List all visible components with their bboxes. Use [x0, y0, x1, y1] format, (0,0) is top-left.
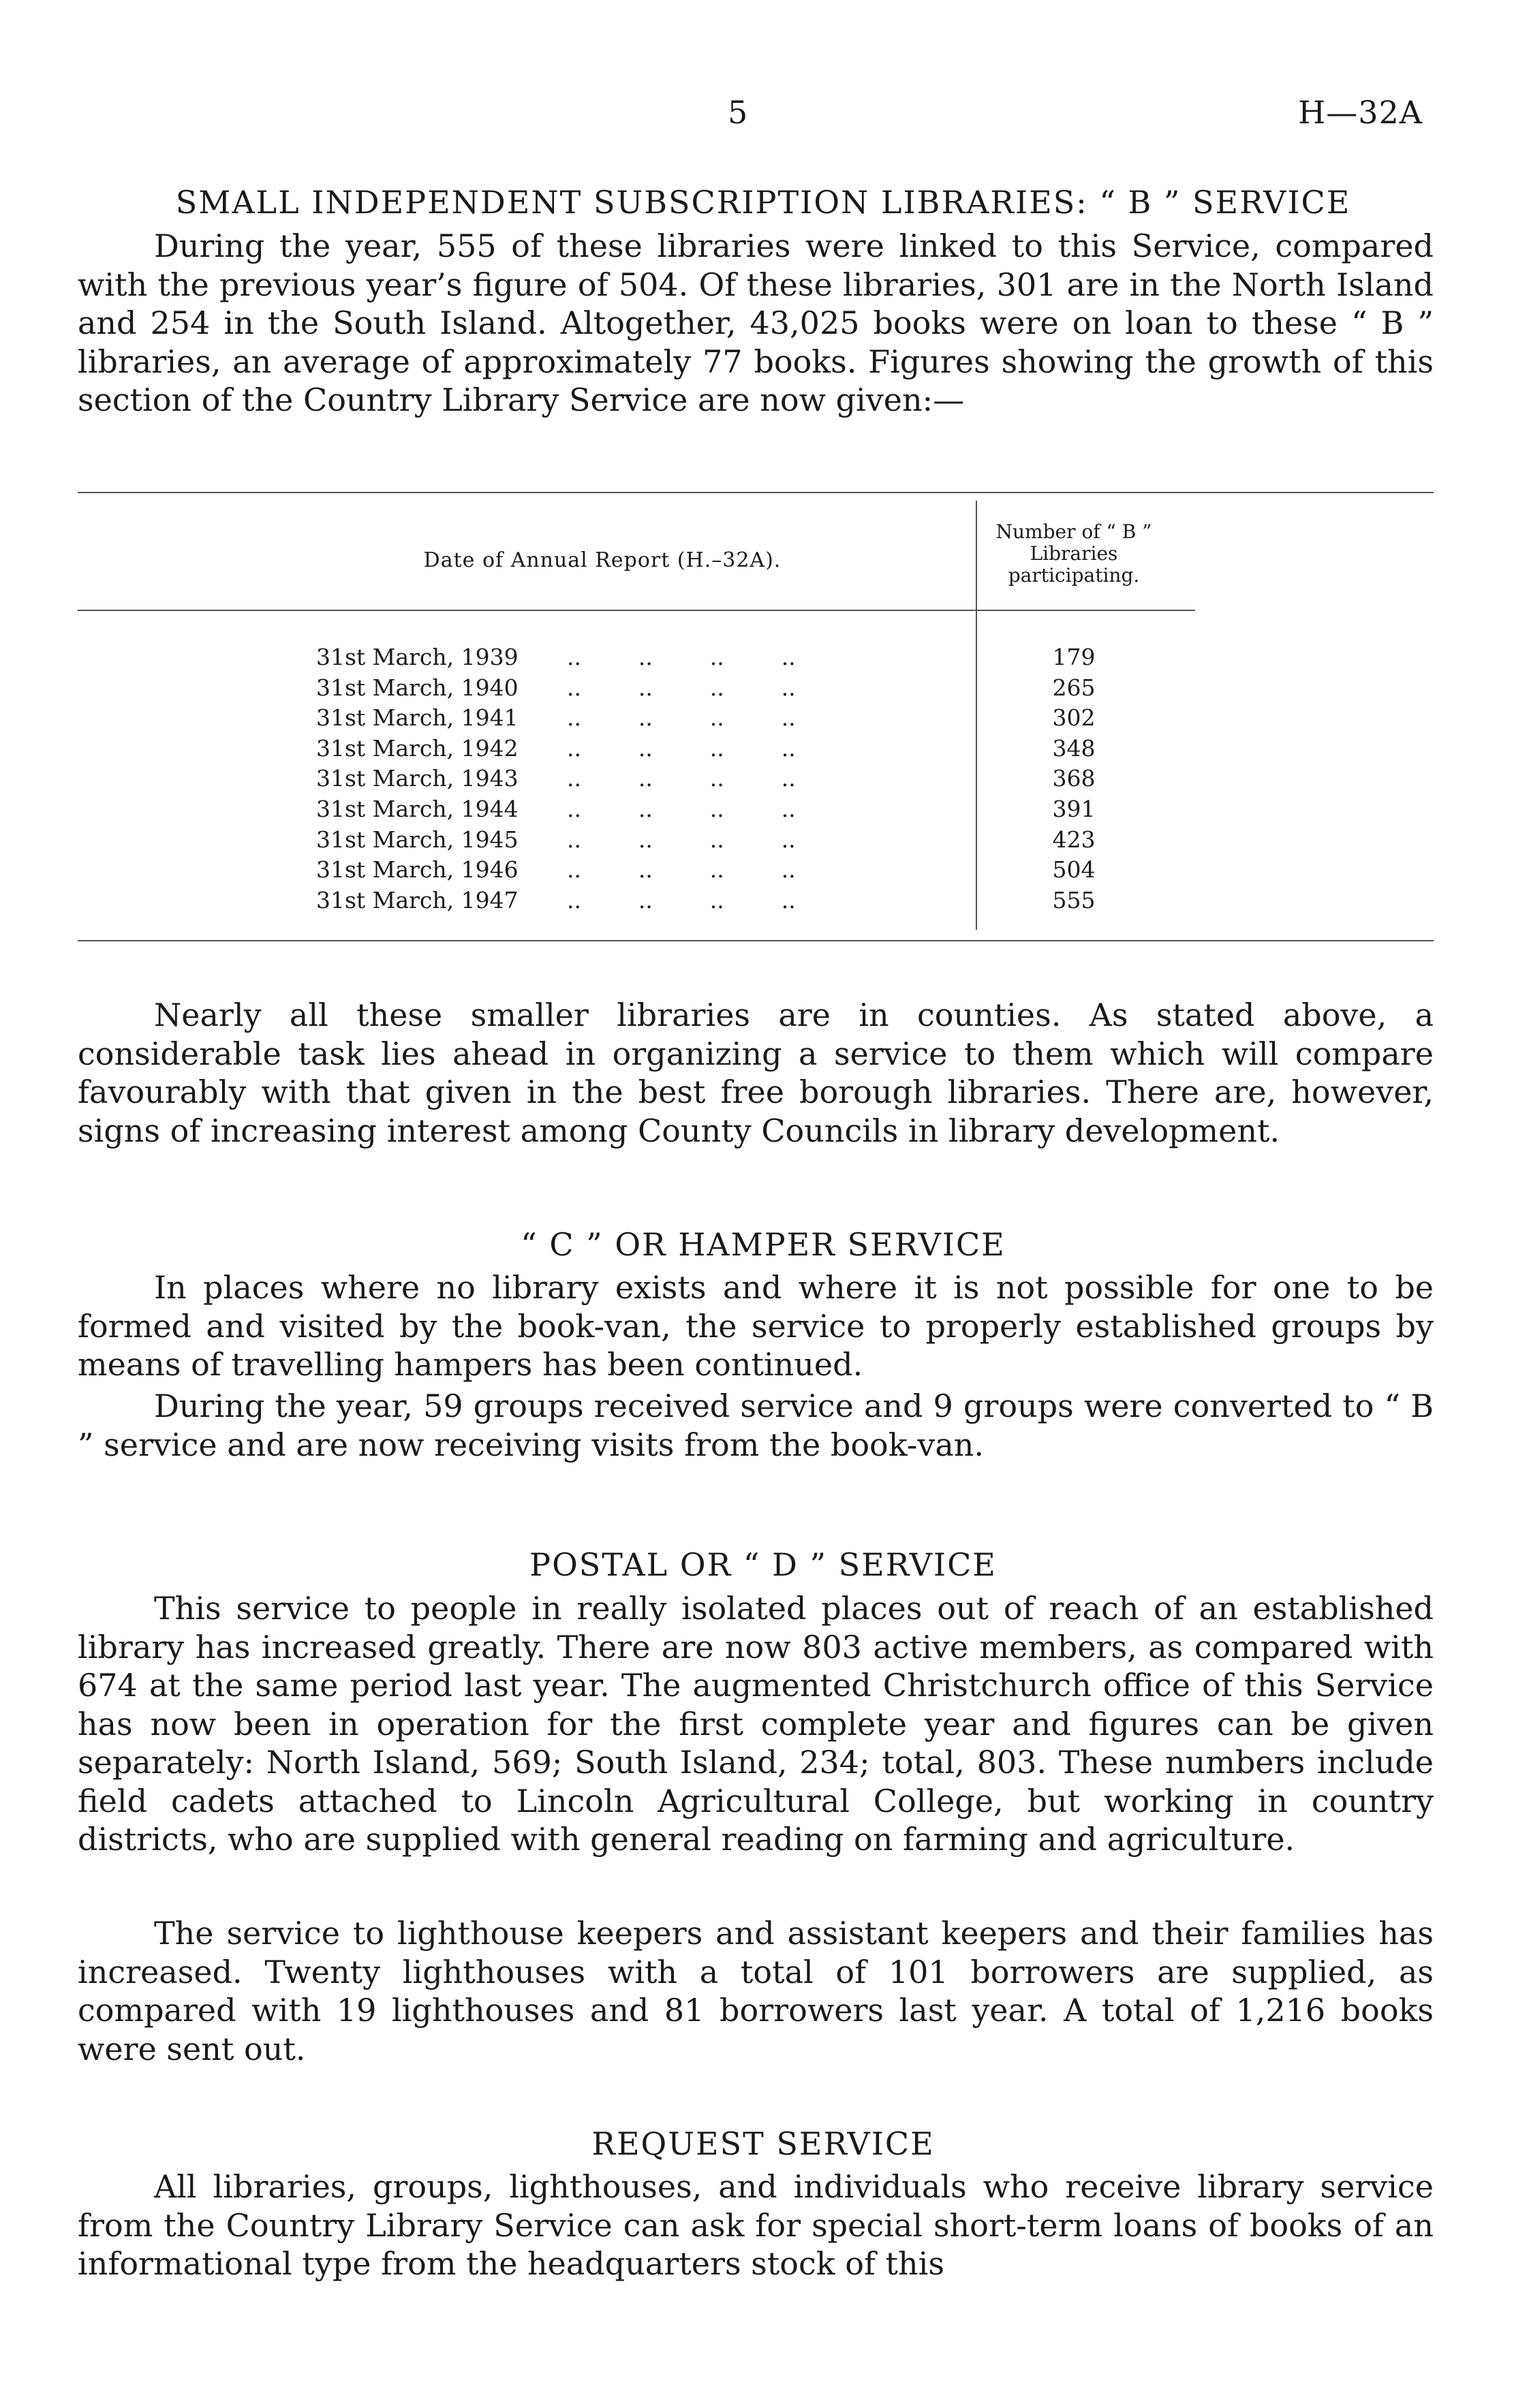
- paragraph-c-service-2: During the year, 59 groups received service and 9 groups were converted to “ B ” service and are now receiving visits from the book-van.: [78, 1388, 1434, 1463]
- table-cell-date: 31st March, 1944: [316, 795, 519, 822]
- table-leader-dots: .. .. .. ..: [567, 734, 796, 762]
- table-cell-date: 31st March, 1940: [316, 674, 519, 701]
- table-row: [78, 825, 1434, 856]
- table-leader-dots: .. .. .. ..: [567, 674, 796, 701]
- paragraph-request-service: All libraries, groups, lighthouses, and individuals who receive library service from the Country Library Service can ask for special short-term loans of books of an informational type from the headquarters stock of this: [78, 2168, 1434, 2282]
- table-row: [78, 673, 1434, 704]
- table-cell-date: 31st March, 1946: [316, 856, 519, 884]
- table-leader-dots: .. .. .. ..: [567, 886, 796, 913]
- table-cell-number: 348: [1052, 734, 1096, 762]
- paragraph-b-service: During the year, 555 of these libraries were linked to this Service, compared with the previous year’s figure of 504. Of these libraries, 301 are in the North Island and 254 in the South Island. Altogether, 43,025 books were on loan to these “ B ” libraries, an average of approximately 77 books. Figures showing the growth of this section of the Country Library Service are now given:—: [78, 228, 1434, 418]
- table-cell-date: 31st March, 1945: [316, 826, 519, 853]
- section-heading-c-service: “ C ” OR HAMPER SERVICE: [521, 1226, 1006, 1263]
- paragraph-d-service-2: The service to lighthouse keepers and assistant keepers and their families has increased. Twenty lighthouses with a total of 101 borrowers are supplied, as compared with 19 lighthouses and 81 borrowers last year. A total of 1,216 books were sent out.: [78, 1915, 1434, 2067]
- paragraph-c-service-1: In places where no library exists and where it is not possible for one to be formed and visited by the book-van, the service to properly established groups by means of travelling hampers has been continued.: [78, 1269, 1434, 1383]
- table-leader-dots: .. .. .. ..: [567, 704, 796, 732]
- table-cell-number: 302: [1052, 704, 1096, 732]
- table-row: [78, 764, 1434, 794]
- table-cell-date: 31st March, 1943: [316, 765, 519, 792]
- table-cell-date: 31st March, 1947: [316, 886, 519, 913]
- table-cell-number: 391: [1052, 795, 1096, 822]
- page-header: [0, 94, 1529, 135]
- table-cell-date: 31st March, 1942: [316, 734, 519, 762]
- paragraph-county-libraries: Nearly all these smaller libraries are in counties. As stated above, a considerable task lies ahead in organizing a service to them which will compare favourably with that given in the best free borough libraries. There are, however, signs of increasing interest among County Councils in library development.: [78, 997, 1434, 1149]
- libraries-growth-table: [78, 501, 1434, 957]
- table-cell-number: 265: [1052, 674, 1096, 701]
- table-header-date: Date of Annual Report (H.–32A).: [423, 548, 782, 572]
- section-heading-d-service: POSTAL OR “ D ” SERVICE: [529, 1546, 997, 1583]
- table-header-number: Number of “ B ” Libraries participating.: [995, 520, 1152, 587]
- table-row: [78, 794, 1434, 825]
- page-number: 5: [728, 94, 748, 131]
- table-cell-number: 179: [1052, 644, 1096, 670]
- table-header-rule: [78, 610, 1195, 611]
- table-cell-number: 423: [1052, 826, 1096, 853]
- table-cell-date: 31st March, 1939: [316, 644, 519, 670]
- table-cell-number: 555: [1052, 886, 1096, 913]
- table-leader-dots: .. .. .. ..: [567, 765, 796, 792]
- table-row: [78, 886, 1434, 916]
- table-cell-date: 31st March, 1941: [316, 704, 519, 732]
- table-leader-dots: .. .. .. ..: [567, 795, 796, 822]
- table-leader-dots: .. .. .. ..: [567, 826, 796, 853]
- section-heading-b-service: SMALL INDEPENDENT SUBSCRIPTION LIBRARIES: “ B ” SERVICE: [175, 184, 1351, 221]
- table-body: [78, 642, 1434, 916]
- paragraph-d-service-1: This service to people in really isolated places out of reach of an established library has increased greatly. There are now 803 active members, as compared with 674 at the same period last year. The augmented Christchurch office of this Service has now been in operation for the first complete year and figures can be given separately: North Island, 569; South Island, 234; total, 803. These numbers include field cadets attached to Lincoln Agricultural College, but working in country districts, who are supplied with general reading on farming and agriculture.: [78, 1590, 1434, 1858]
- section-heading-request-service: REQUEST SERVICE: [591, 2125, 935, 2162]
- document-reference: H—32A: [1298, 94, 1423, 131]
- table-leader-dots: .. .. .. ..: [567, 644, 796, 670]
- table-row: [78, 734, 1434, 764]
- table-row: [78, 855, 1434, 886]
- table-bottom-rule: [78, 940, 1434, 941]
- table-top-rule: [78, 492, 1434, 493]
- table-cell-number: 504: [1052, 856, 1096, 884]
- table-row: [78, 703, 1434, 734]
- table-leader-dots: .. .. .. ..: [567, 856, 796, 884]
- table-row: [78, 642, 1434, 673]
- table-cell-number: 368: [1052, 765, 1096, 792]
